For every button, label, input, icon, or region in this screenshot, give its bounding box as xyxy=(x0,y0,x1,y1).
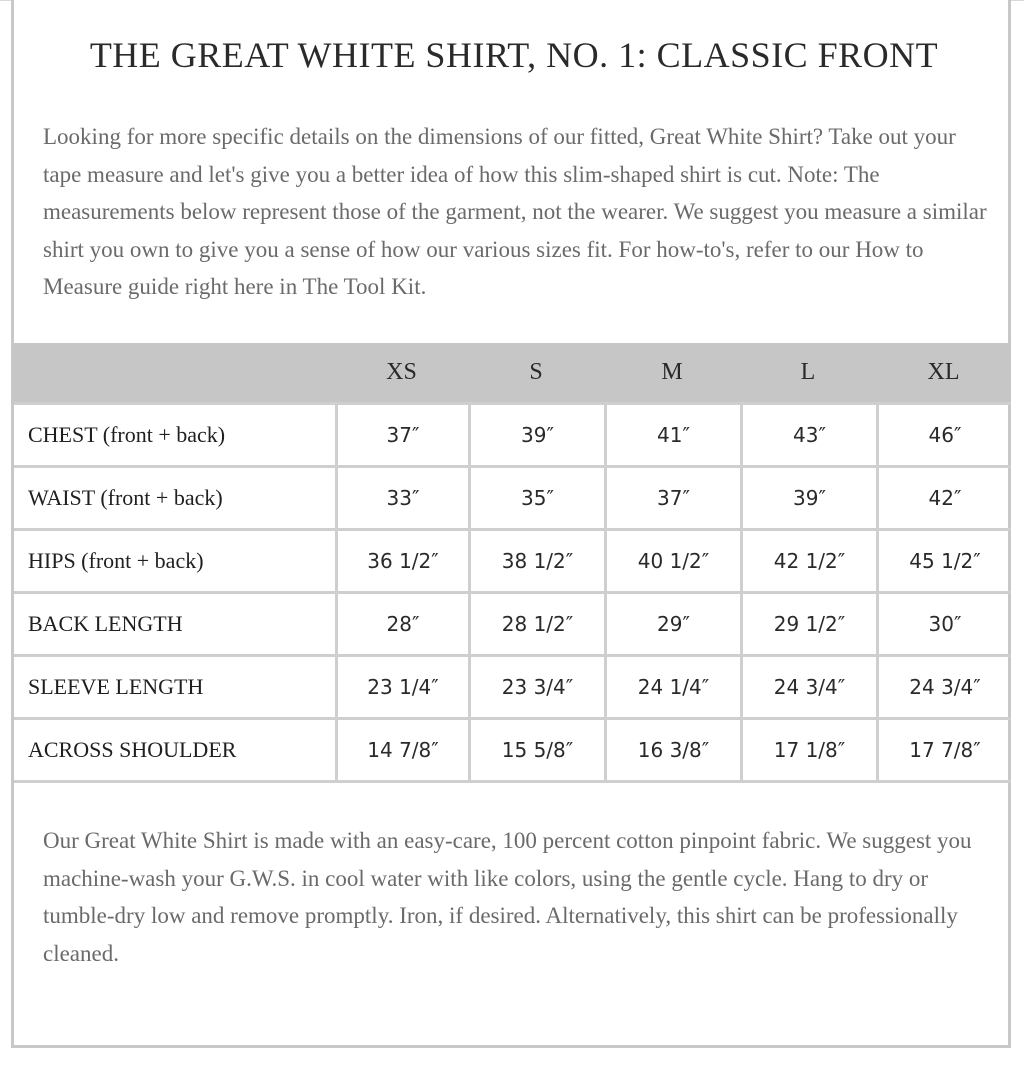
row-label: HIPS (front + back) xyxy=(14,528,335,591)
measurement-cell: 29 1/2″ xyxy=(740,591,876,654)
measurement-cell: 43″ xyxy=(740,402,876,465)
table-row xyxy=(14,717,1011,783)
table-row xyxy=(14,528,1011,591)
measurement-cell: 28″ xyxy=(335,591,468,654)
measurement-cell: 16 3/8″ xyxy=(604,717,740,783)
page-title: THE GREAT WHITE SHIRT, NO. 1: CLASSIC FRONT xyxy=(89,35,939,75)
measurement-cell: 46″ xyxy=(876,402,1011,465)
measurement-cell: 37″ xyxy=(335,402,468,465)
measurement-cell: 42 1/2″ xyxy=(740,528,876,591)
table-header-row xyxy=(14,343,1011,402)
measurement-cell: 37″ xyxy=(604,465,740,528)
row-label: WAIST (front + back) xyxy=(14,465,335,528)
measurement-cell: 41″ xyxy=(604,402,740,465)
header-size-s: S xyxy=(468,343,604,402)
measurement-cell: 42″ xyxy=(876,465,1011,528)
measurement-cell: 40 1/2″ xyxy=(604,528,740,591)
header-size-xl: XL xyxy=(876,343,1011,402)
row-label: BACK LENGTH xyxy=(14,591,335,654)
intro-paragraph: Looking for more specific details on the dimensions of our fitted, Great White Shirt? Take out your tape measure and let's give you a better idea of how this slim-shaped shirt is cut. Note: The measurements below represent those of the garment, not the wearer. We suggest you measure a similar shirt you own to give you a sense of how our various sizes fit. For how-to's, refer to our How to Measure guide right here in The Tool Kit. xyxy=(43,124,987,299)
row-label: CHEST (front + back) xyxy=(14,402,335,465)
header-size-xs: XS xyxy=(335,343,468,402)
header-size-l: L xyxy=(740,343,876,402)
header-empty-cell xyxy=(14,343,335,402)
measurement-cell: 38 1/2″ xyxy=(468,528,604,591)
care-instructions-paragraph: Our Great White Shirt is made with an easy-care, 100 percent cotton pinpoint fabric. We suggest you machine-wash your G.W.S. in cool water with like colors, using the gentle cycle. Hang to dry or tumble-dry low and remove promptly. Iron, if desired. Alternatively, this shirt can be professionally cleaned. xyxy=(43,828,972,966)
header-size-m: M xyxy=(604,343,740,402)
table-row xyxy=(14,465,1011,528)
measurement-cell: 29″ xyxy=(604,591,740,654)
measurement-cell: 24 1/4″ xyxy=(604,654,740,717)
size-chart-table xyxy=(14,343,1011,783)
table-row xyxy=(14,591,1011,654)
measurement-cell: 23 3/4″ xyxy=(468,654,604,717)
measurement-cell: 15 5/8″ xyxy=(468,717,604,783)
measurement-cell: 45 1/2″ xyxy=(876,528,1011,591)
size-guide-card xyxy=(11,0,1011,1048)
measurement-cell: 24 3/4″ xyxy=(740,654,876,717)
measurement-cell: 28 1/2″ xyxy=(468,591,604,654)
measurement-cell: 14 7/8″ xyxy=(335,717,468,783)
measurement-cell: 33″ xyxy=(335,465,468,528)
measurement-cell: 30″ xyxy=(876,591,1011,654)
table-row xyxy=(14,402,1011,465)
row-label: ACROSS SHOULDER xyxy=(14,717,335,783)
measurement-cell: 24 3/4″ xyxy=(876,654,1011,717)
measurement-cell: 17 1/8″ xyxy=(740,717,876,783)
measurement-cell: 39″ xyxy=(740,465,876,528)
row-label: SLEEVE LENGTH xyxy=(14,654,335,717)
measurement-cell: 17 7/8″ xyxy=(876,717,1011,783)
measurement-cell: 35″ xyxy=(468,465,604,528)
measurement-cell: 39″ xyxy=(468,402,604,465)
measurement-cell: 36 1/2″ xyxy=(335,528,468,591)
measurement-cell: 23 1/4″ xyxy=(335,654,468,717)
table-row xyxy=(14,654,1011,717)
